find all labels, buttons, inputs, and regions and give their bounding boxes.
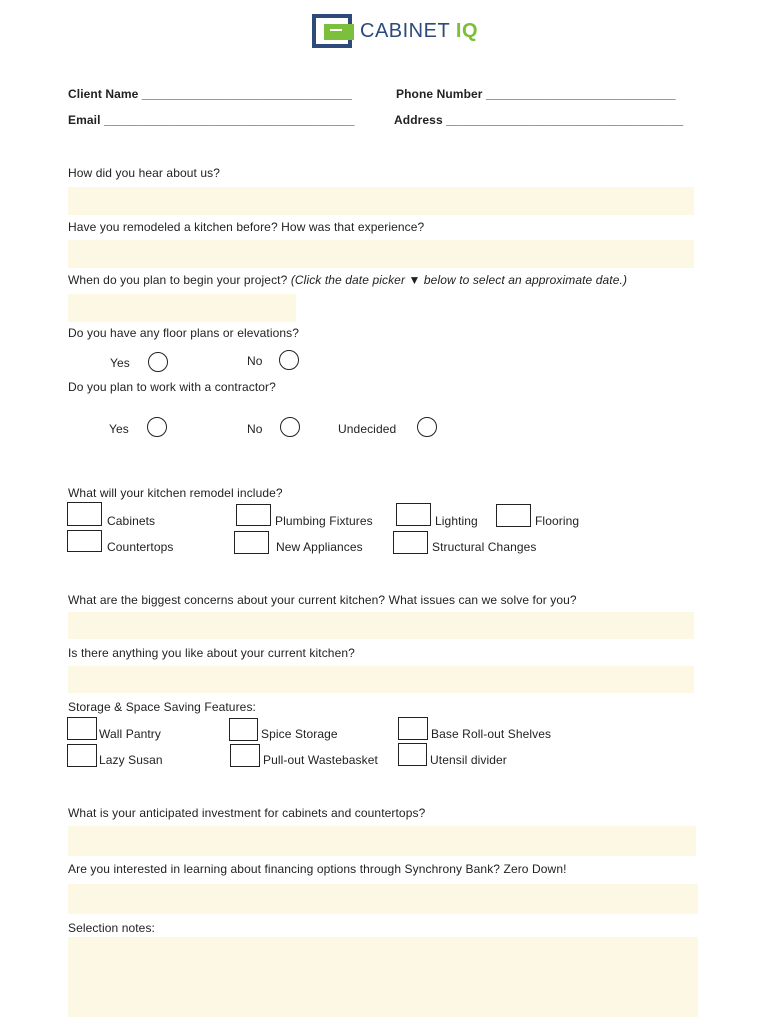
new-appliances-label: New Appliances (276, 540, 363, 554)
email-field[interactable]: Email _____________________________________ (68, 113, 355, 127)
address-field[interactable]: Address ___________________________________ (394, 113, 684, 127)
wall-pantry-checkbox[interactable] (67, 717, 97, 740)
wall-pantry-label: Wall Pantry (99, 727, 162, 741)
remodeled-before-input[interactable] (68, 240, 694, 268)
new-appliances-checkbox[interactable] (234, 531, 269, 554)
spice-storage-checkbox[interactable] (229, 718, 258, 741)
logo-mark-icon (312, 14, 356, 50)
flooring-label: Flooring (535, 514, 580, 528)
hear-about-us-input[interactable] (68, 187, 694, 215)
utensil-divider-label: Utensil divider (430, 753, 507, 767)
question-begin-project (68, 273, 627, 287)
question-remodel-include: What will your kitchen remodel include? (68, 486, 283, 500)
project-start-date-picker[interactable] (68, 294, 296, 322)
utensil-divider-checkbox[interactable] (398, 743, 427, 766)
base-rollout-shelves-checkbox[interactable] (398, 717, 428, 740)
financing-input[interactable] (68, 884, 698, 914)
question-contractor: Do you plan to work with a contractor? (68, 380, 276, 394)
pull-out-wastebasket-checkbox[interactable] (230, 744, 260, 767)
logo-text: CABINET IQ (360, 20, 479, 42)
contractor-no-label: No (247, 422, 263, 436)
lazy-susan-label: Lazy Susan (99, 753, 163, 767)
plumbing-fixtures-checkbox[interactable] (236, 504, 271, 526)
selection-notes-textarea[interactable] (68, 937, 698, 1017)
contractor-yes-radio[interactable] (147, 417, 167, 437)
contractor-no-radio[interactable] (280, 417, 300, 437)
concerns-input[interactable] (68, 612, 694, 639)
selection-notes-label: Selection notes: (68, 921, 155, 935)
lighting-checkbox[interactable] (396, 503, 431, 526)
client-name-field[interactable]: Client Name _______________________________ (68, 87, 352, 101)
begin-project-label: When do you plan to begin your project? (68, 273, 288, 287)
floor-plans-no-radio[interactable] (279, 350, 299, 370)
lighting-label: Lighting (435, 514, 478, 528)
base-rollout-shelves-label: Base Roll-out Shelves (431, 727, 552, 741)
question-storage-features: Storage & Space Saving Features: (68, 700, 256, 714)
question-financing: Are you interested in learning about financing options through Synchrony Bank? Zero Down! (68, 862, 567, 876)
pull-out-wastebasket-label: Pull-out Wastebasket (263, 753, 378, 767)
question-investment: What is your anticipated investment for cabinets and countertops? (68, 806, 426, 820)
cabinets-checkbox[interactable] (67, 502, 102, 526)
structural-changes-checkbox[interactable] (393, 531, 428, 554)
phone-number-field[interactable]: Phone Number ____________________________ (396, 87, 676, 101)
floor-plans-yes-label: Yes (110, 356, 130, 370)
spice-storage-label: Spice Storage (261, 727, 338, 741)
investment-input[interactable] (68, 826, 696, 856)
question-floor-plans: Do you have any floor plans or elevations? (68, 326, 300, 340)
question-concerns: What are the biggest concerns about your current kitchen? What issues can we solve for you? (68, 593, 577, 607)
countertops-label: Countertops (107, 540, 174, 554)
structural-changes-label: Structural Changes (432, 540, 537, 554)
contractor-undecided-label: Undecided (338, 422, 397, 436)
plumbing-fixtures-label: Plumbing Fixtures (275, 514, 373, 528)
floor-plans-no-label: No (247, 354, 263, 368)
date-picker-hint: (Click the date picker ▼ below to select an approximate date.) (290, 273, 628, 287)
lazy-susan-checkbox[interactable] (67, 744, 97, 767)
cabinets-label: Cabinets (107, 514, 156, 528)
like-current-kitchen-input[interactable] (68, 666, 694, 693)
question-hear-about-us: How did you hear about us? (68, 166, 221, 180)
company-logo (312, 14, 482, 50)
contractor-undecided-radio[interactable] (417, 417, 437, 437)
question-like-current-kitchen: Is there anything you like about your current kitchen? (68, 646, 355, 660)
question-remodeled-before: Have you remodeled a kitchen before? How was that experience? (68, 220, 425, 234)
flooring-checkbox[interactable] (496, 504, 531, 527)
contractor-yes-label: Yes (109, 422, 129, 436)
countertops-checkbox[interactable] (67, 530, 102, 552)
floor-plans-yes-radio[interactable] (148, 352, 168, 372)
